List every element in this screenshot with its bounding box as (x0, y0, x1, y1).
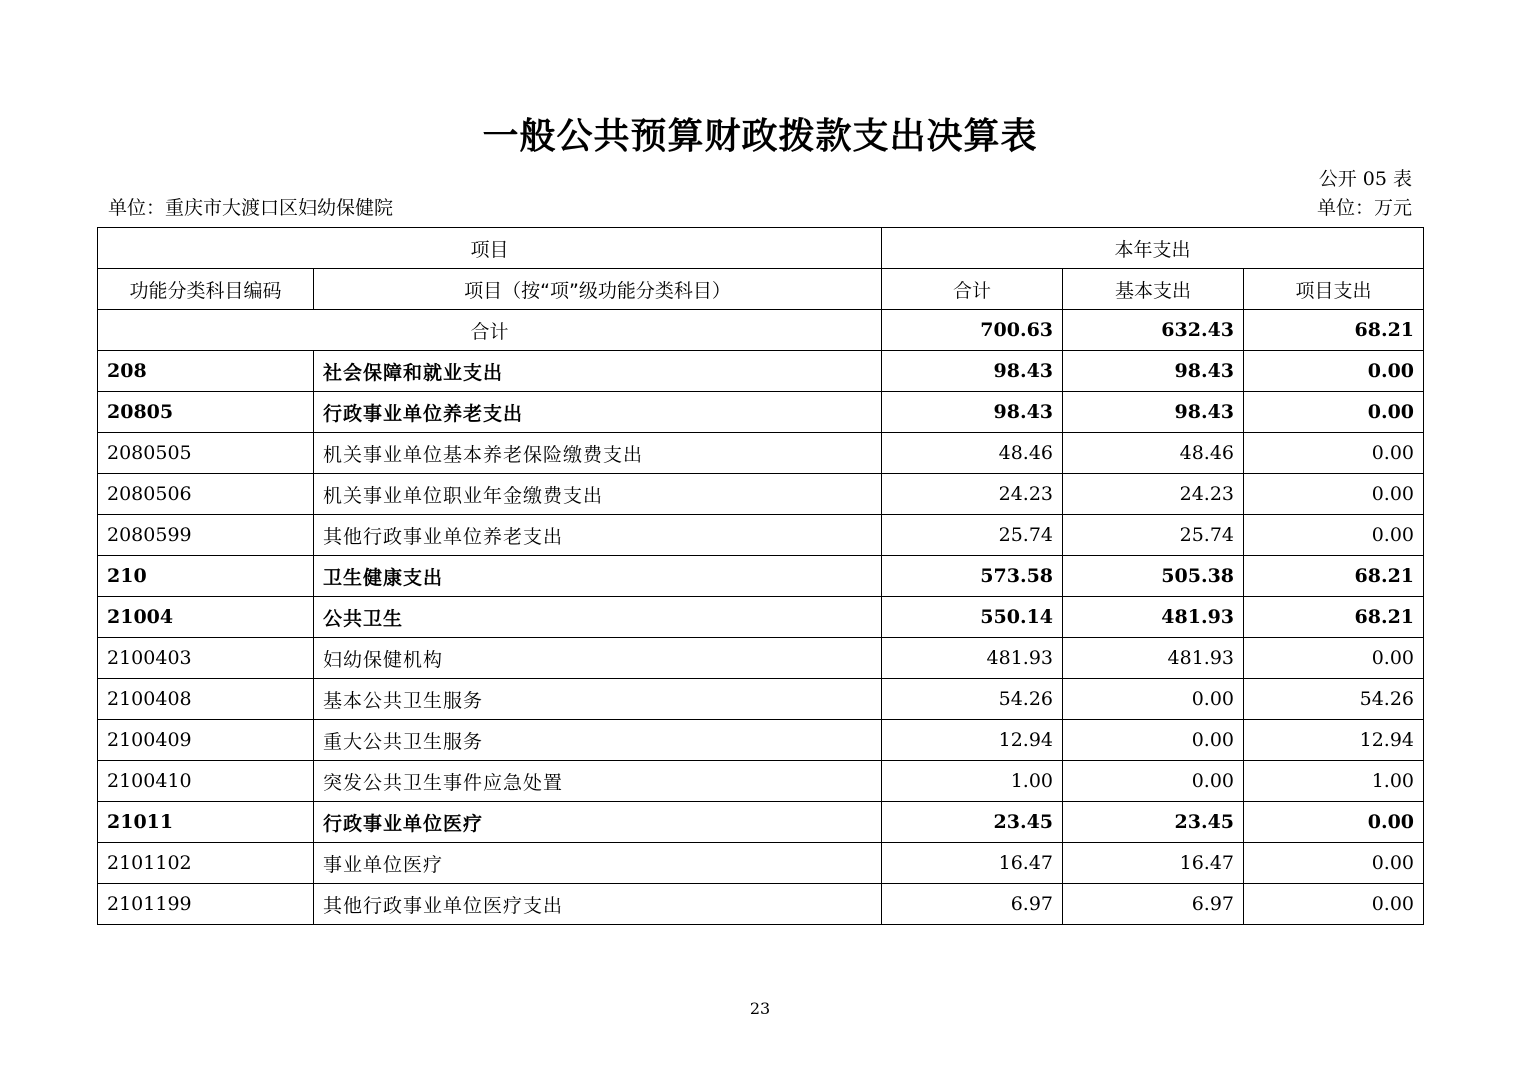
row-name: 重大公共卫生服务 (314, 720, 882, 761)
total-sum: 700.63 (882, 310, 1063, 351)
row-code: 2101199 (98, 884, 314, 925)
row-total: 12.94 (882, 720, 1063, 761)
table-row (98, 515, 1424, 556)
row-basic: 481.93 (1063, 638, 1244, 679)
row-basic: 98.43 (1063, 351, 1244, 392)
row-name: 基本公共卫生服务 (314, 679, 882, 720)
row-total: 25.74 (882, 515, 1063, 556)
row-name: 行政事业单位养老支出 (314, 392, 882, 433)
row-code: 2080506 (98, 474, 314, 515)
table-row (98, 556, 1424, 597)
row-name: 社会保障和就业支出 (314, 351, 882, 392)
table-row (98, 351, 1424, 392)
row-code: 2100408 (98, 679, 314, 720)
table-row (98, 843, 1424, 884)
row-name: 行政事业单位医疗 (314, 802, 882, 843)
row-project: 0.00 (1244, 433, 1424, 474)
total-basic: 632.43 (1063, 310, 1244, 351)
budget-table (97, 227, 1424, 925)
row-basic: 505.38 (1063, 556, 1244, 597)
header-item: 项目 (98, 228, 882, 269)
row-total: 481.93 (882, 638, 1063, 679)
row-basic: 481.93 (1063, 597, 1244, 638)
row-code: 2100409 (98, 720, 314, 761)
header-project: 项目支出 (1244, 269, 1424, 310)
row-basic: 0.00 (1063, 720, 1244, 761)
table-row (98, 802, 1424, 843)
table-row (98, 761, 1424, 802)
header-row-2 (98, 269, 1424, 310)
row-project: 0.00 (1244, 802, 1424, 843)
row-total: 24.23 (882, 474, 1063, 515)
row-code: 21004 (98, 597, 314, 638)
header-row-1 (98, 228, 1424, 269)
row-project: 68.21 (1244, 556, 1424, 597)
row-name: 卫生健康支出 (314, 556, 882, 597)
header-year-expense: 本年支出 (882, 228, 1424, 269)
table-row (98, 720, 1424, 761)
row-project: 0.00 (1244, 638, 1424, 679)
row-code: 20805 (98, 392, 314, 433)
form-number: 公开 05 表 (1318, 168, 1412, 190)
row-project: 0.00 (1244, 843, 1424, 884)
page-title: 一般公共预算财政拨款支出决算表 (482, 116, 1038, 157)
table-row (98, 679, 1424, 720)
row-total: 16.47 (882, 843, 1063, 884)
row-total: 573.58 (882, 556, 1063, 597)
row-name: 事业单位医疗 (314, 843, 882, 884)
row-project: 54.26 (1244, 679, 1424, 720)
row-project: 1.00 (1244, 761, 1424, 802)
table-row (98, 884, 1424, 925)
row-basic: 0.00 (1063, 761, 1244, 802)
row-basic: 98.43 (1063, 392, 1244, 433)
table-row (98, 392, 1424, 433)
row-code: 210 (98, 556, 314, 597)
row-total: 54.26 (882, 679, 1063, 720)
row-project: 0.00 (1244, 884, 1424, 925)
header-total: 合计 (882, 269, 1063, 310)
table-row (98, 474, 1424, 515)
row-project: 0.00 (1244, 474, 1424, 515)
total-project: 68.21 (1244, 310, 1424, 351)
row-basic: 48.46 (1063, 433, 1244, 474)
row-project: 0.00 (1244, 515, 1424, 556)
row-name: 突发公共卫生事件应急处置 (314, 761, 882, 802)
row-code: 208 (98, 351, 314, 392)
row-code: 2101102 (98, 843, 314, 884)
row-total: 48.46 (882, 433, 1063, 474)
table-row (98, 597, 1424, 638)
currency-unit: 单位：万元 (1316, 197, 1412, 219)
row-basic: 25.74 (1063, 515, 1244, 556)
header-code: 功能分类科目编码 (98, 269, 314, 310)
row-code: 2080599 (98, 515, 314, 556)
row-basic: 6.97 (1063, 884, 1244, 925)
row-basic: 23.45 (1063, 802, 1244, 843)
page-number: 23 (749, 999, 771, 1018)
row-name: 妇幼保健机构 (314, 638, 882, 679)
row-total: 1.00 (882, 761, 1063, 802)
row-name: 其他行政事业单位养老支出 (314, 515, 882, 556)
row-project: 0.00 (1244, 392, 1424, 433)
header-name: 项目（按“项”级功能分类科目） (314, 269, 882, 310)
row-project: 0.00 (1244, 351, 1424, 392)
row-basic: 16.47 (1063, 843, 1244, 884)
table-row (98, 433, 1424, 474)
row-project: 68.21 (1244, 597, 1424, 638)
row-total: 98.43 (882, 351, 1063, 392)
table-row (98, 638, 1424, 679)
row-basic: 0.00 (1063, 679, 1244, 720)
row-code: 21011 (98, 802, 314, 843)
row-total: 550.14 (882, 597, 1063, 638)
row-basic: 24.23 (1063, 474, 1244, 515)
row-code: 2100410 (98, 761, 314, 802)
row-name: 其他行政事业单位医疗支出 (314, 884, 882, 925)
total-label: 合计 (98, 310, 882, 351)
total-row (98, 310, 1424, 351)
row-name: 公共卫生 (314, 597, 882, 638)
organization-unit: 单位：重庆市大渡口区妇幼保健院 (108, 197, 394, 219)
row-total: 23.45 (882, 802, 1063, 843)
row-code: 2100403 (98, 638, 314, 679)
row-name: 机关事业单位职业年金缴费支出 (314, 474, 882, 515)
header-basic: 基本支出 (1063, 269, 1244, 310)
row-code: 2080505 (98, 433, 314, 474)
row-total: 6.97 (882, 884, 1063, 925)
row-total: 98.43 (882, 392, 1063, 433)
row-project: 12.94 (1244, 720, 1424, 761)
row-name: 机关事业单位基本养老保险缴费支出 (314, 433, 882, 474)
